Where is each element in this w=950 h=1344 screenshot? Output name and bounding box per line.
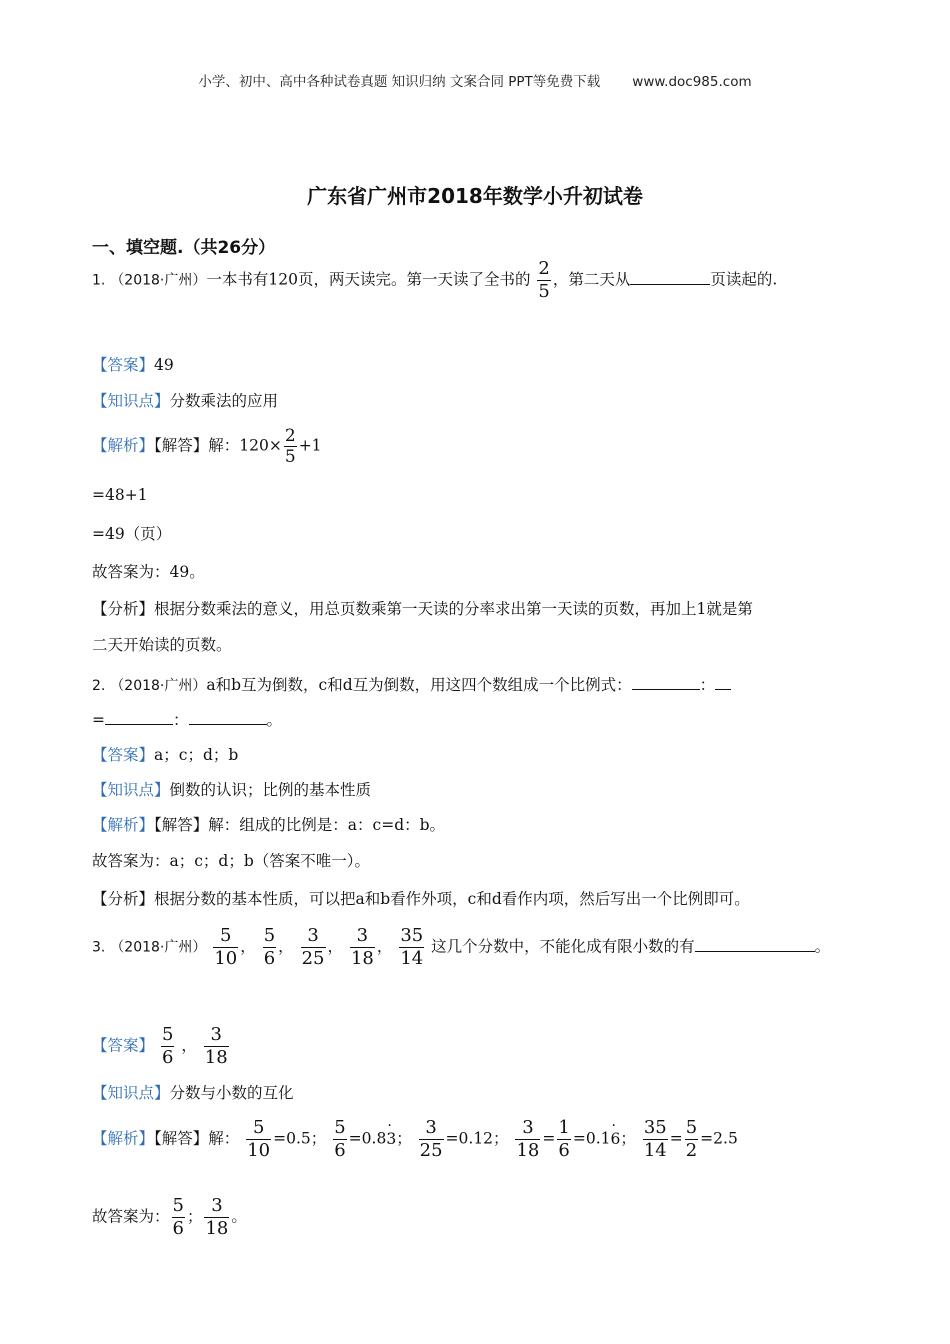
- answer-label: 【答案】: [92, 746, 155, 764]
- fraction-numerator: 3: [425, 1117, 437, 1138]
- ratio-colon: ：: [173, 711, 189, 729]
- answer-line: [92, 744, 238, 766]
- fraction-numerator: 5: [220, 925, 232, 946]
- sentence-end: 。: [231, 1207, 247, 1226]
- question-1: [92, 258, 777, 303]
- fraction-numerator: 3: [356, 925, 369, 946]
- solution-text: 解：: [208, 1129, 240, 1148]
- knowledge-label: 【知识点】: [92, 781, 170, 799]
- question-source: （2018·广州）: [110, 272, 207, 289]
- fraction-denominator: 10: [247, 1140, 271, 1161]
- repeating-digit: 6 ·: [610, 1128, 620, 1150]
- fraction: [246, 1117, 271, 1162]
- analysis-line: [92, 426, 322, 467]
- question-text: 这几个分数中，不能化成有限小数的有: [431, 937, 695, 956]
- knowledge-line: [92, 390, 278, 412]
- question-text: 一本书有120页，两天读完。第一天读了全书的: [206, 270, 531, 289]
- comment-text: 根据分数乘法的意义，用总页数乘第一天读的分率求出第一天读的页数，再加上1就是第: [154, 600, 753, 618]
- analysis-label: 【解析】: [92, 816, 155, 834]
- fraction: [643, 1117, 668, 1162]
- fraction-denominator: 6: [334, 1140, 346, 1161]
- fraction-denominator: 18: [205, 1218, 229, 1239]
- knowledge-value: 倒数的认识；比例的基本性质: [169, 781, 372, 799]
- fraction: [419, 1117, 444, 1162]
- equation-result: =0.1: [572, 1129, 611, 1148]
- sentence-end: 。: [814, 937, 831, 956]
- fraction-numerator: 35: [400, 925, 424, 946]
- fraction-denominator: 6: [172, 1218, 184, 1239]
- separator: ，: [240, 937, 256, 956]
- fraction-numerator: 5: [263, 925, 276, 946]
- fraction-numerator: 5: [334, 1117, 346, 1138]
- fraction-denominator: 5: [538, 281, 550, 302]
- knowledge-line: [92, 779, 371, 801]
- knowledge-line: [92, 1082, 294, 1104]
- solution-text: 解：120×: [208, 436, 282, 455]
- final-answer: 故答案为：a；c；d；b（答案不唯一）。: [92, 852, 371, 870]
- answer-blank[interactable]: [695, 935, 815, 952]
- equation-result: =0.8: [348, 1129, 387, 1148]
- question-2: [92, 673, 731, 697]
- fraction: [537, 258, 550, 303]
- separator: ，: [327, 937, 344, 956]
- final-answer: 故答案为：49。: [92, 563, 205, 581]
- question-text: ，第二天从: [552, 270, 631, 289]
- separator: ，: [376, 937, 393, 956]
- question-source: （2018·广州）: [110, 678, 207, 694]
- equation-result: =0.5；: [273, 1129, 327, 1148]
- fraction-numerator: 3: [522, 1117, 534, 1138]
- equals-sign: =: [669, 1129, 683, 1148]
- answer-value: 49: [154, 356, 174, 374]
- question-2-continued: [92, 708, 282, 731]
- answer-blank[interactable]: [630, 268, 710, 285]
- comment-label: 【分析】: [92, 600, 155, 618]
- answer-blank[interactable]: [189, 708, 267, 725]
- fraction-denominator: 5: [284, 447, 296, 467]
- fraction-numerator: 5: [161, 1024, 174, 1045]
- solution-step: =49（页）: [92, 525, 172, 543]
- fraction-denominator: 6: [161, 1047, 174, 1068]
- fraction: [161, 1024, 174, 1069]
- analysis-label: 【解析】: [92, 1129, 155, 1148]
- fraction-denominator: 25: [301, 948, 325, 969]
- sentence-end: 。: [266, 711, 283, 729]
- fraction: [204, 1024, 229, 1069]
- answer-blank[interactable]: [105, 708, 173, 725]
- fraction: [213, 925, 238, 970]
- fraction-numerator: 35: [643, 1117, 667, 1138]
- fraction: [333, 1117, 346, 1162]
- solution-label: 【解答】: [154, 1129, 209, 1148]
- ratio-colon: ：: [699, 676, 716, 694]
- answer-blank[interactable]: [715, 673, 731, 690]
- fraction-numerator: 3: [211, 1195, 223, 1216]
- comment-label: 【分析】: [92, 890, 155, 908]
- final-answer-prefix: 故答案为：: [92, 1207, 170, 1226]
- fraction: [301, 925, 326, 970]
- question-3: [92, 925, 830, 970]
- answer-label: 【答案】: [92, 356, 155, 374]
- fraction-numerator: 5: [685, 1117, 698, 1138]
- separator: ；: [186, 1207, 203, 1226]
- fraction-denominator: 14: [643, 1140, 667, 1161]
- fraction-numerator: 3: [307, 925, 319, 946]
- solution-step: =48+1: [92, 486, 148, 504]
- fraction-numerator: 1: [558, 1117, 570, 1138]
- equals-sign: =: [92, 711, 105, 729]
- page-title: 广东省广州市2018年数学小升初试卷: [307, 184, 643, 208]
- question-text: 页读起的.: [710, 270, 778, 289]
- fraction-numerator: 2: [538, 258, 550, 279]
- fraction-denominator: 25: [419, 1140, 443, 1161]
- knowledge-label: 【知识点】: [92, 392, 170, 410]
- knowledge-label: 【知识点】: [92, 1084, 170, 1102]
- knowledge-value: 分数乘法的应用: [169, 392, 279, 410]
- separator: ，: [278, 937, 294, 956]
- section-heading: 一、填空题.（共26分）: [92, 238, 276, 258]
- header-url[interactable]: www.doc985.com: [632, 74, 752, 90]
- comment-line: [92, 598, 753, 620]
- solution-label: 【解答】: [154, 436, 209, 455]
- solution-text: 解：组成的比例是：a：c=d：b。: [208, 816, 446, 834]
- fraction: [515, 1117, 540, 1162]
- fraction-denominator: 18: [516, 1140, 540, 1161]
- question-number: 3.: [92, 939, 106, 956]
- repeating-digit: 3 ·: [386, 1128, 396, 1150]
- fraction-denominator: 2: [685, 1140, 698, 1161]
- answer-line: [92, 354, 174, 376]
- fraction: [204, 1195, 229, 1240]
- analysis-line: [92, 1117, 738, 1162]
- fraction-denominator: 10: [214, 948, 238, 969]
- final-answer: [92, 1195, 247, 1240]
- question-text: a和b互为倒数，c和d互为倒数，用这四个数组成一个比例式：: [206, 676, 632, 694]
- separator: ；: [620, 1129, 636, 1148]
- fraction-denominator: 6: [263, 948, 276, 969]
- fraction-denominator: 6: [558, 1140, 570, 1161]
- question-number: 1.: [92, 272, 106, 289]
- analysis-label: 【解析】: [92, 436, 155, 455]
- equation-result: =0.12；: [445, 1129, 509, 1148]
- fraction: [399, 925, 424, 970]
- fraction: [263, 925, 276, 970]
- fraction: [557, 1117, 570, 1162]
- knowledge-value: 分数与小数的互化: [169, 1084, 294, 1102]
- question-source: （2018·广州）: [110, 939, 207, 956]
- equals-sign: =: [542, 1129, 556, 1148]
- fraction-denominator: 18: [350, 948, 374, 969]
- fraction-numerator: 3: [210, 1024, 222, 1045]
- answer-line: [92, 1024, 231, 1069]
- question-number: 2.: [92, 678, 106, 694]
- fraction: [284, 426, 297, 467]
- fraction-denominator: 18: [204, 1047, 228, 1068]
- header-text: 小学、初中、高中各种试卷真题 知识归纳 文案合同 PPT等免费下载: [198, 74, 601, 90]
- comment-text: 根据分数的基本性质，可以把a和b看作外项，c和d看作内项，然后写出一个比例即可。: [154, 890, 750, 908]
- fraction: [350, 925, 375, 970]
- page-header: [0, 70, 950, 90]
- separator: ，: [181, 1036, 197, 1055]
- answer-blank[interactable]: [632, 673, 700, 690]
- fraction-denominator: 14: [400, 948, 424, 969]
- comment-line: [92, 888, 750, 910]
- equation-result: =2.5: [700, 1129, 738, 1148]
- fraction-numerator: 5: [252, 1117, 265, 1138]
- solution-text: +1: [298, 436, 322, 455]
- separator: ；: [396, 1129, 412, 1148]
- fraction: [685, 1117, 698, 1162]
- analysis-line: [92, 814, 445, 836]
- fraction-numerator: 5: [172, 1195, 184, 1216]
- solution-label: 【解答】: [154, 816, 209, 834]
- answer-label: 【答案】: [92, 1036, 155, 1055]
- answer-value: a；c；d；b: [154, 746, 239, 764]
- comment-continued: 二天开始读的页数。: [92, 636, 232, 654]
- fraction-numerator: 2: [284, 426, 296, 446]
- fraction: [172, 1195, 185, 1240]
